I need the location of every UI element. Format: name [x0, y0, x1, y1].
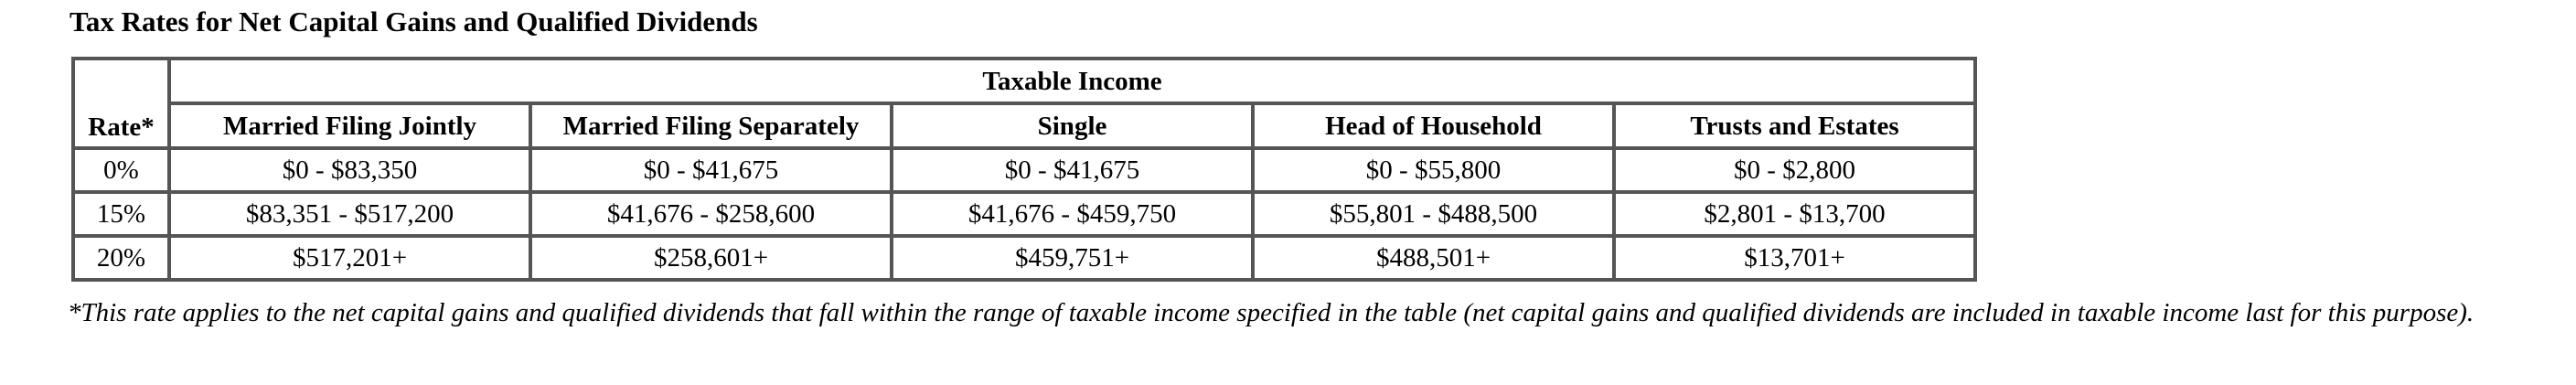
column-header-married-filing-separately: Married Filing Separately: [530, 103, 892, 148]
taxable-income-header: Taxable Income: [169, 59, 1975, 103]
column-header-head-of-household: Head of Household: [1253, 103, 1614, 148]
table-cell: $0 - $41,675: [530, 148, 892, 192]
table-row: [73, 236, 1975, 280]
table-cell: $0 - $2,800: [1614, 148, 1975, 192]
table-cell: $488,501+: [1253, 236, 1614, 280]
table-cell: $459,751+: [892, 236, 1253, 280]
page-title: Tax Rates for Net Capital Gains and Qualified Dividends: [69, 5, 758, 37]
table-cell: $0 - $41,675: [892, 148, 1253, 192]
table-cell: $41,676 - $258,600: [530, 192, 892, 236]
table-cell: $0 - $55,800: [1253, 148, 1614, 192]
table-cell: $0 - $83,350: [169, 148, 530, 192]
rate-cell: 0%: [73, 148, 169, 192]
rate-header: Rate*: [73, 59, 169, 148]
table-cell: $13,701+: [1614, 236, 1975, 280]
tax-rates-table: [71, 57, 1977, 282]
table-header-row: [73, 103, 1975, 148]
table-cell: $517,201+: [169, 236, 530, 280]
table-row: [73, 148, 1975, 192]
table-cell: $2,801 - $13,700: [1614, 192, 1975, 236]
table-cell: $83,351 - $517,200: [169, 192, 530, 236]
column-header-trusts-and-estates: Trusts and Estates: [1614, 103, 1975, 148]
footnote: *This rate applies to the net capital gains and qualified dividends that fall within the range of taxable income specified in the table (net capital gains and qualified dividends are included in taxable income last for this purpose).: [68, 298, 2474, 327]
table-cell: $55,801 - $488,500: [1253, 192, 1614, 236]
column-header-single: Single: [892, 103, 1253, 148]
rate-cell: 15%: [73, 192, 169, 236]
table-group-header-row: [73, 59, 1975, 103]
table-cell: $41,676 - $459,750: [892, 192, 1253, 236]
rate-cell: 20%: [73, 236, 169, 280]
table-row: [73, 192, 1975, 236]
column-header-married-filing-jointly: Married Filing Jointly: [169, 103, 530, 148]
table-cell: $258,601+: [530, 236, 892, 280]
